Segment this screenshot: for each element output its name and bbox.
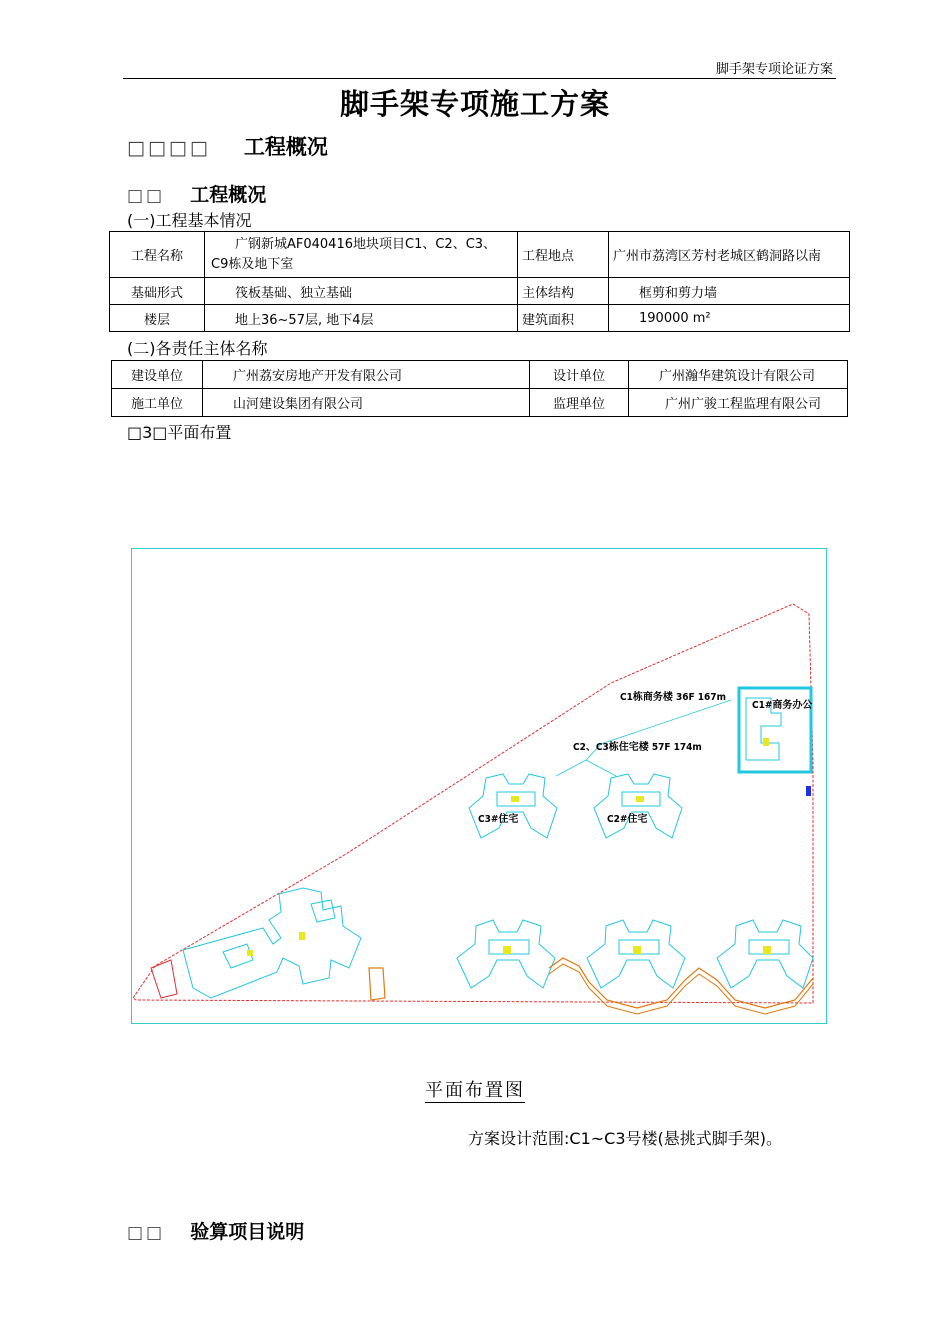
label-c2: C2#住宅 <box>607 814 648 825</box>
table-row <box>110 278 850 305</box>
subsection-parties: (二)各责任主体名称 <box>127 339 268 358</box>
section-title: 工程概况 <box>190 184 267 206</box>
table-cell: 工程地点 <box>518 232 609 278</box>
table-row <box>110 305 850 332</box>
document-title: 脚手架专项施工方案 <box>339 87 610 121</box>
table-cell: 施工单位 <box>112 389 203 417</box>
figure-caption <box>0 1076 950 1102</box>
caption-text: 平面布置图 <box>425 1080 525 1101</box>
table-cell: 基础形式 <box>110 278 205 305</box>
section-title: 验算项目说明 <box>190 1221 305 1243</box>
table-cell: 190000 m² <box>609 305 850 332</box>
table-cell: 主体结构 <box>518 278 609 305</box>
table-cell: 广州荔安房地产开发有限公司 <box>203 361 530 389</box>
site-plan-drawing <box>131 548 827 1024</box>
chapter-heading <box>127 131 328 161</box>
label-c1-office: C1#商务办公 <box>752 700 813 711</box>
table-cell: 广州市荔湾区芳村老城区鹤洞路以南 <box>609 232 850 278</box>
table-cell: 建设单位 <box>112 361 203 389</box>
project-name-text: 广钢新城AF040416地块项目C1、C2、C3、C9栋及地下室 <box>211 236 497 272</box>
table-cell: 楼层 <box>110 305 205 332</box>
c2-residential-building <box>594 774 682 838</box>
label-c3: C3#住宅 <box>478 814 519 825</box>
design-scope-note: 方案设计范围:C1~C3号楼(悬挑式脚手架)。 <box>468 1129 782 1148</box>
chapter-title: 工程概况 <box>243 135 328 159</box>
table-cell: 框剪和剪力墙 <box>609 278 850 305</box>
table-row <box>112 389 848 417</box>
label-c23-tower: C2、C3栋住宅楼 57F 174m <box>573 742 702 753</box>
table-cell: 地上36~57层, 地下4层 <box>205 305 518 332</box>
table-cell: 建筑面积 <box>518 305 609 332</box>
table-row <box>112 361 848 389</box>
subsection-layout: □3□平面布置 <box>127 423 232 442</box>
subsection-basic: (一)工程基本情况 <box>127 211 252 230</box>
section-number: □□ <box>127 1223 166 1243</box>
table-cell: 筏板基础、独立基础 <box>205 278 518 305</box>
small-kiosk <box>369 968 385 1000</box>
table-cell: 山河建设集团有限公司 <box>203 389 530 417</box>
scaffold-outline <box>549 958 813 1008</box>
section-number: □□ <box>127 186 166 206</box>
chapter-number: □□□□ <box>127 137 211 159</box>
table-cell: 监理单位 <box>530 389 629 417</box>
table-row <box>110 232 850 278</box>
table-cell: 广州广骏工程监理有限公司 <box>629 389 848 417</box>
west-building-cluster <box>183 888 361 998</box>
section-heading-2 <box>127 1217 304 1244</box>
site-boundary <box>133 604 813 1003</box>
page-header: 脚手架专项论证方案 <box>715 62 833 77</box>
header-rule <box>123 78 836 79</box>
c3-residential-building <box>469 774 557 838</box>
table-cell: 工程名称 <box>110 232 205 278</box>
table-cell: 广州瀚华建筑设计有限公司 <box>629 361 848 389</box>
parties-table <box>111 360 848 417</box>
table-cell <box>205 232 518 278</box>
table-cell: 设计单位 <box>530 361 629 389</box>
label-c1-tower: C1栋商务楼 36F 167m <box>620 692 726 703</box>
basic-info-table <box>109 231 850 332</box>
section-heading <box>127 180 266 207</box>
